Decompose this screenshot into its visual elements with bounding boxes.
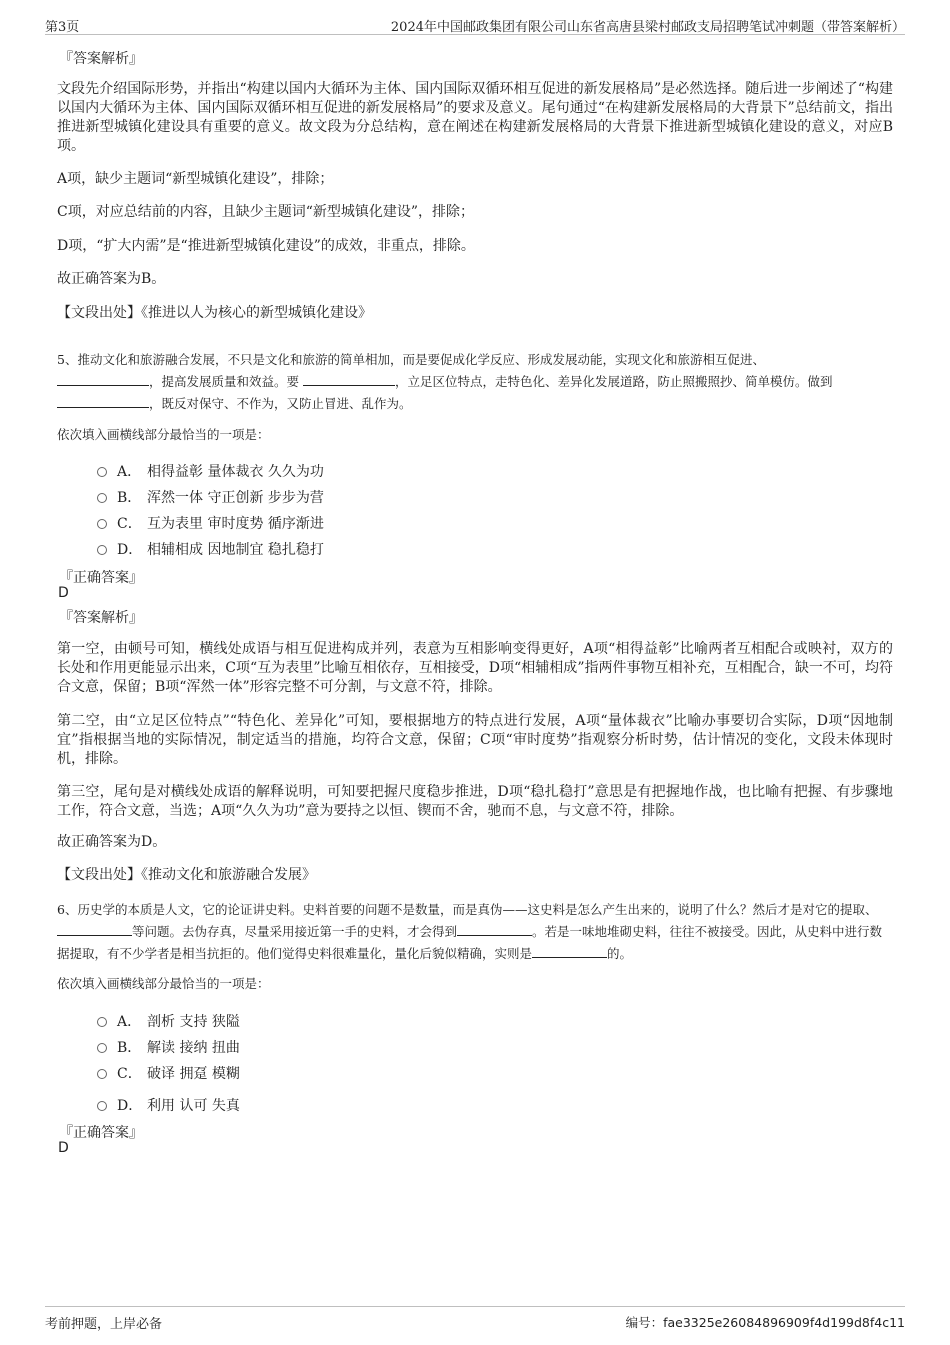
fill-blank [57, 923, 132, 936]
page-header [45, 14, 905, 35]
answer-conclusion: 故正确答案为B。 [57, 271, 166, 287]
question-prompt: 依次填入画横线部分最恰当的一项是： [57, 427, 270, 442]
fill-blank [303, 373, 395, 386]
radio-circle-icon[interactable] [97, 1017, 107, 1027]
document-title: 2024年中国邮政集团有限公司山东省高唐县梁村邮政支局招聘笔试冲刺题（带答案解析） [390, 20, 905, 35]
option-c[interactable]: C． 破译 拥趸 模糊 [97, 1063, 240, 1083]
radio-circle-icon[interactable] [97, 545, 107, 555]
answer-conclusion: 故正确答案为D。 [57, 834, 167, 850]
option-a[interactable]: A． 相得益彰 量体裁衣 久久为功 [97, 461, 324, 481]
fill-blank [57, 395, 149, 408]
analysis-paragraph: 第二空，由“立足区位特点”“特色化、差异化”可知，要根据地方的特点进行发展，A项“量体裁衣”比喻办事要切合实际，D项“因地制宜”指根据当地的实际情况，制定适当的措施，均符合文意，保留；C项“审时度势”指观察分析时势，估计情况的变化，文段未体现时机，排除。 [57, 713, 893, 767]
option-d[interactable]: D． 相辅相成 因地制宜 稳扎稳打 [97, 539, 324, 559]
correct-answer: D [58, 585, 69, 601]
question-5-stem: 5、推动文化和旅游融合发展，不只是文化和旅游的简单相加，而是要促成化学反应、形成发展动能，实现文化和旅游相互促进、 ，提高发展质量和效益。要 ，立足区位特点，走特色化、差异化发展道路，防止照搬照抄、简单模仿。做到 ，既反对保守、不作为，又防止冒进、乱作为。 [57, 352, 833, 411]
correct-answer-label: 『正确答案』 [59, 1125, 143, 1141]
page-footer [45, 1306, 905, 1331]
source-citation: 【文段出处】《推动文化和旅游融合发展》 [57, 867, 316, 883]
question-6-stem: 6、历史学的本质是人文，它的论证讲史料。史料首要的问题不是数量，而是真伪——这史料是怎么产生出来的，说明了什么？然后才是对它的提取、等问题。去伪存真，尽量采用接近第一手的史料，才会得到 。若是一味地堆砌史料，往往不被接受。因此，从史料中进行数据提取，有不少学者是相当抗拒的。他们觉得史料很难量化，量化后貌似精确，实则是 的。 [57, 902, 883, 961]
analysis-paragraph: 文段先介绍国际形势，并指出“构建以国内大循环为主体、国内国际双循环相互促进的新发展格局”是必然选择。随后进一步阐述了“构建以国内大循环为主体、国内国际双循环相互促进的新发展格局”的要求及意义。尾句通过“在构建新发展格局的大背景下”总结前文，指出推进新型城镇化建设具有重要的意义。故文段为分总结构，意在阐述在构建新发展格局的大背景下推进新型城镇化建设的意义，对应B项。 [57, 81, 893, 154]
radio-circle-icon[interactable] [97, 1101, 107, 1111]
option-d[interactable]: D． 利用 认可 失真 [97, 1095, 240, 1115]
option-b[interactable]: B． 浑然一体 守正创新 步步为营 [97, 487, 324, 507]
analysis-paragraph: 第三空，尾句是对横线处成语的解释说明，可知要把握尺度稳步推进，D项“稳扎稳打”意思是有把握地作战，也比喻有把握、有步骤地工作，符合文意，当选；A项“久久为功”意为要持之以恒、锲而不舍，驰而不息，与文意不符，排除。 [57, 784, 893, 819]
correct-answer: D [58, 1140, 69, 1156]
source-citation: 【文段出处】《推进以人为核心的新型城镇化建设》 [57, 305, 372, 321]
radio-circle-icon[interactable] [97, 519, 107, 529]
radio-circle-icon[interactable] [97, 1043, 107, 1053]
radio-circle-icon[interactable] [97, 467, 107, 477]
fill-blank [457, 923, 532, 936]
page-number: 第3页 [45, 20, 80, 35]
correct-answer-label: 『正确答案』 [59, 570, 143, 586]
analysis-label: 『答案解析』 [59, 610, 143, 626]
analysis-label: 『答案解析』 [59, 51, 143, 67]
option-b[interactable]: B． 解读 接纳 扭曲 [97, 1037, 240, 1057]
analysis-paragraph: 第一空，由顿号可知，横线处成语与相互促进构成并列，表意为互相影响变得更好，A项“相得益彰”比喻两者互相配合或映衬，双方的长处和作用更能显示出来，C项“互为表里”比喻互相依存，互相接受，D项“相辅相成”指两件事物互相补充，互相配合，缺一不可，均符合文意，保留；B项“浑然一体”形容完整不可分割，与文意不符，排除。 [57, 641, 893, 695]
radio-circle-icon[interactable] [97, 493, 107, 503]
option-c[interactable]: C． 互为表里 审时度势 循序渐进 [97, 513, 324, 533]
analysis-paragraph: A项，缺少主题词“新型城镇化建设”，排除； [57, 171, 334, 187]
footer-slogan: 考前押题，上岸必备 [45, 1317, 163, 1332]
option-a[interactable]: A． 剖析 支持 狭隘 [97, 1011, 240, 1031]
fill-blank [532, 945, 607, 958]
document-id: 编号：fae3325e26084896909f4d199d8f4c11 [625, 1315, 905, 1330]
question-prompt: 依次填入画横线部分最恰当的一项是： [57, 976, 270, 991]
fill-blank [57, 373, 149, 386]
radio-circle-icon[interactable] [97, 1069, 107, 1079]
analysis-paragraph: D项，“扩大内需”是“推进新型城镇化建设”的成效，非重点，排除。 [57, 238, 475, 254]
analysis-paragraph: C项，对应总结前的内容，且缺少主题词“新型城镇化建设”，排除； [57, 204, 475, 220]
